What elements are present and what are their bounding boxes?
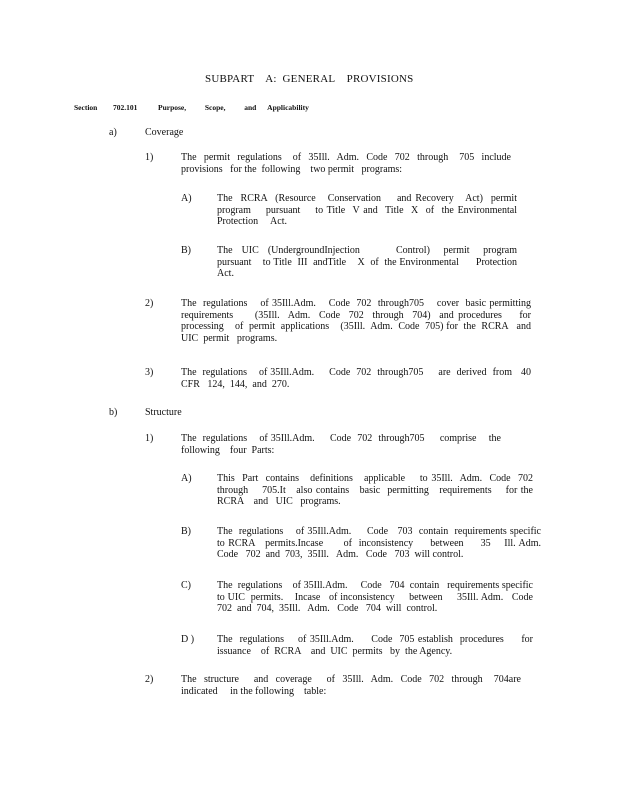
section-label: Section bbox=[74, 103, 98, 112]
a-item2-text: The regulations of 35Ill.Adm. Code 702 through705 cover basic permitting requirements (35Ill. Adm. Code 702 through 704) and procedures for processing of permit applications (35Ill. Adm. Code 705) for the RCRA and UIC permit programs. bbox=[181, 298, 541, 344]
a-item3-marker: 3) bbox=[145, 367, 154, 378]
section-title: Purpose, Scope, and Applicability bbox=[158, 103, 309, 112]
a-item1-marker: 1) bbox=[145, 152, 154, 163]
a-item1-B-marker: B) bbox=[181, 245, 191, 256]
section-number: 702.101 bbox=[113, 103, 138, 112]
a-item3-text: The regulations of 35Ill.Adm. Code 702 through705 are derived from 40 CFR 124, 144, and 270. bbox=[181, 367, 534, 390]
b-item1-D-marker: D ) bbox=[181, 634, 195, 645]
b-item1-text: The regulations of 35Ill.Adm. Code 702 through705 comprise the following four Parts: bbox=[181, 433, 504, 456]
b-item1-C-marker: C) bbox=[181, 580, 191, 591]
b-item1-D-text: The regulations of 35Ill.Adm. Code 705 establish procedures for issuance of RCRA and UIC permits by the Agency. bbox=[217, 634, 536, 657]
a-item2-marker: 2) bbox=[145, 298, 154, 309]
b-item1-B-marker: B) bbox=[181, 526, 191, 537]
b-item2-marker: 2) bbox=[145, 674, 154, 685]
b-item2-text: The structure and coverage of 35Ill. Adm. Code 702 through 704are indicated in the following table: bbox=[181, 674, 524, 697]
b-item1-B-text: The regulations of 35Ill.Adm. Code 703 contain requirements specific to RCRA permits.Incase of inconsistency between 35 Ill. Adm. Code 702 and 703, 35Ill. Adm. Code 703 will control. bbox=[217, 526, 551, 560]
subsection-b-marker: b) bbox=[109, 407, 118, 418]
a-item1-A-marker: A) bbox=[181, 193, 192, 204]
a-item1-text: The permit regulations of 35Ill. Adm. Code 702 through 705 include provisions for the following two permit programs: bbox=[181, 152, 514, 175]
subsection-a-heading: Coverage bbox=[145, 127, 184, 138]
b-item1-C-text: The regulations of 35Ill.Adm. Code 704 contain requirements specific to UIC permits. Incase of inconsistency between 35Ill. Adm. Code 702 and 704, 35Ill. Adm. Code 704 will control. bbox=[217, 580, 543, 614]
b-item1-marker: 1) bbox=[145, 433, 154, 444]
subsection-b-heading: Structure bbox=[145, 407, 182, 418]
subsection-a-marker: a) bbox=[109, 127, 117, 138]
b-item1-A-text: This Part contains definitions applicable to 35Ill. Adm. Code 702 through 705.It also contains basic permitting requirements for the RCRA and UIC programs. bbox=[217, 473, 536, 507]
a-item1-A-text: The RCRA (Resource Conservation and Recovery Act) permit program pursuant to Title V and Title X of the Environmental Protection Act. bbox=[217, 193, 520, 227]
subpart-title: SUBPART A: GENERAL PROVISIONS bbox=[205, 73, 414, 85]
b-item1-A-marker: A) bbox=[181, 473, 192, 484]
a-item1-B-text: The UIC (UndergroundInjection Control) permit program pursuant to Title III andTitle X of the Environmental Protection Act. bbox=[217, 245, 520, 279]
